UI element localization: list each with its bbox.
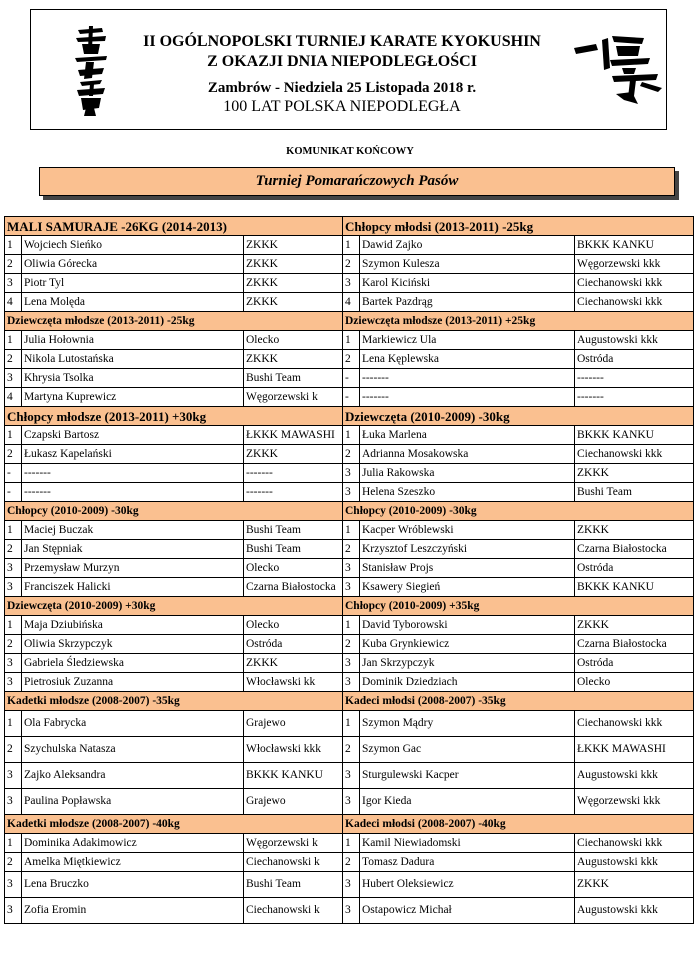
left-place-cell: 4 xyxy=(5,293,22,312)
left-place-cell: 3 xyxy=(5,789,22,815)
right-name-cell: Stanisław Projs xyxy=(360,559,575,578)
right-club-cell: ZKKK xyxy=(575,872,694,898)
result-row xyxy=(5,673,694,692)
tournament-subtitle: Z OKAZJI DNIA NIEPODLEGŁOŚCI xyxy=(207,53,477,70)
category-heading-right: Kadeci młodsi (2008-2007) -35kg xyxy=(343,692,694,711)
left-place-cell: 2 xyxy=(5,635,22,654)
right-place-cell: 1 xyxy=(343,331,360,350)
right-place-cell: 3 xyxy=(343,763,360,789)
left-name-cell: ------- xyxy=(22,483,244,502)
right-name-cell: Sturgulewski Kacper xyxy=(360,763,575,789)
right-club-cell: Ciechanowski kkk xyxy=(575,834,694,853)
right-place-cell: 3 xyxy=(343,898,360,924)
category-row xyxy=(5,502,694,521)
left-name-cell: Martyna Kuprewicz xyxy=(22,388,244,407)
right-club-cell: Augustowski kkk xyxy=(575,331,694,350)
left-club-cell: Węgorzewski k xyxy=(244,388,343,407)
right-club-cell: ZKKK xyxy=(575,616,694,635)
category-heading-right: Dziewczęta młodsze (2013-2011) +25kg xyxy=(343,312,694,331)
left-club-cell: Bushi Team xyxy=(244,521,343,540)
category-heading-left: Dziewczęta młodsze (2013-2011) -25kg xyxy=(5,312,343,331)
left-club-cell: ZKKK xyxy=(244,274,343,293)
right-place-cell: 1 xyxy=(343,616,360,635)
right-name-cell: Igor Kieda xyxy=(360,789,575,815)
right-place-cell: - xyxy=(343,369,360,388)
results-body xyxy=(5,217,694,924)
category-row xyxy=(5,692,694,711)
left-name-cell: Oliwia Górecka xyxy=(22,255,244,274)
left-place-cell: 3 xyxy=(5,578,22,597)
right-name-cell: Helena Szeszko xyxy=(360,483,575,502)
right-place-cell: 3 xyxy=(343,872,360,898)
left-place-cell: - xyxy=(5,483,22,502)
left-name-cell: Czapski Bartosz xyxy=(22,426,244,445)
left-place-cell: 2 xyxy=(5,445,22,464)
left-place-cell: 1 xyxy=(5,711,22,737)
right-name-cell: Tomasz Dadura xyxy=(360,853,575,872)
right-club-cell: BKKK KANKU xyxy=(575,236,694,255)
left-club-cell: ------- xyxy=(244,464,343,483)
left-name-cell: Piotr Tyl xyxy=(22,274,244,293)
left-name-cell: Lena Bruczko xyxy=(22,872,244,898)
left-name-cell: Khrysia Tsolka xyxy=(22,369,244,388)
right-club-cell: ZKKK xyxy=(575,521,694,540)
right-place-cell: 3 xyxy=(343,464,360,483)
right-place-cell: 1 xyxy=(343,834,360,853)
left-club-cell: Bushi Team xyxy=(244,872,343,898)
left-name-cell: Szychulska Natasza xyxy=(22,737,244,763)
category-heading-left: Chłopcy (2010-2009) -30kg xyxy=(5,502,343,521)
left-club-cell: Ciechanowski k xyxy=(244,853,343,872)
left-name-cell: Gabriela Śledziewska xyxy=(22,654,244,673)
left-place-cell: 2 xyxy=(5,853,22,872)
right-club-cell: Olecko xyxy=(575,673,694,692)
right-club-cell: Augustowski kkk xyxy=(575,763,694,789)
right-club-cell: Ciechanowski kkk xyxy=(575,445,694,464)
category-heading-right: Dziewczęta (2010-2009) -30kg xyxy=(343,407,694,426)
tournament-title: II OGÓLNOPOLSKI TURNIEJ KARATE KYOKUSHIN xyxy=(143,33,541,50)
left-place-cell: 1 xyxy=(5,521,22,540)
right-club-cell: Ostróda xyxy=(575,559,694,578)
left-club-cell: ZKKK xyxy=(244,293,343,312)
category-heading-left: Kadetki młodsze (2008-2007) -35kg xyxy=(5,692,343,711)
left-place-cell: 2 xyxy=(5,540,22,559)
right-place-cell: 4 xyxy=(343,293,360,312)
left-name-cell: Jan Stępniak xyxy=(22,540,244,559)
left-club-cell: ZKKK xyxy=(244,350,343,369)
left-club-cell: ŁKKK MAWASHI xyxy=(244,426,343,445)
right-name-cell: ------- xyxy=(360,388,575,407)
result-row xyxy=(5,293,694,312)
right-club-cell: ------- xyxy=(575,388,694,407)
right-place-cell: 2 xyxy=(343,853,360,872)
result-row xyxy=(5,426,694,445)
right-name-cell: Łuka Marlena xyxy=(360,426,575,445)
left-place-cell: 3 xyxy=(5,898,22,924)
category-heading-right: Chłopcy (2010-2009) -30kg xyxy=(343,502,694,521)
left-name-cell: Pietrosiuk Zuzanna xyxy=(22,673,244,692)
left-name-cell: Ola Fabrycka xyxy=(22,711,244,737)
left-place-cell: 2 xyxy=(5,737,22,763)
right-name-cell: Ksawery Siegień xyxy=(360,578,575,597)
left-place-cell: 3 xyxy=(5,763,22,789)
right-name-cell: Hubert Oleksiewicz xyxy=(360,872,575,898)
left-name-cell: Maciej Buczak xyxy=(22,521,244,540)
right-club-cell: ŁKKK MAWASHI xyxy=(575,737,694,763)
right-name-cell: Dominik Dziedziach xyxy=(360,673,575,692)
right-club-cell: Ostróda xyxy=(575,350,694,369)
result-row xyxy=(5,872,694,898)
left-club-cell: Bushi Team xyxy=(244,369,343,388)
left-club-cell: ZKKK xyxy=(244,445,343,464)
result-row xyxy=(5,578,694,597)
left-place-cell: - xyxy=(5,464,22,483)
left-place-cell: 3 xyxy=(5,559,22,578)
result-row xyxy=(5,616,694,635)
left-name-cell: Julia Hołownia xyxy=(22,331,244,350)
result-row xyxy=(5,853,694,872)
left-place-cell: 1 xyxy=(5,834,22,853)
left-place-cell: 3 xyxy=(5,673,22,692)
right-club-cell: BKKK KANKU xyxy=(575,426,694,445)
right-place-cell: 3 xyxy=(343,654,360,673)
left-name-cell: Lena Molęda xyxy=(22,293,244,312)
left-name-cell: Zofia Eromin xyxy=(22,898,244,924)
result-row xyxy=(5,350,694,369)
right-place-cell: 2 xyxy=(343,255,360,274)
right-name-cell: Kamil Niewiadomski xyxy=(360,834,575,853)
left-name-cell: Łukasz Kapelański xyxy=(22,445,244,464)
right-club-cell: Augustowski kkk xyxy=(575,853,694,872)
right-club-cell: Ciechanowski kkk xyxy=(575,274,694,293)
right-place-cell: 3 xyxy=(343,483,360,502)
left-club-cell: Olecko xyxy=(244,616,343,635)
result-row xyxy=(5,559,694,578)
left-name-cell: Dominika Adakimowicz xyxy=(22,834,244,853)
left-club-cell: BKKK KANKU xyxy=(244,763,343,789)
left-club-cell: Czarna Białostocka xyxy=(244,578,343,597)
right-name-cell: Ostapowicz Michał xyxy=(360,898,575,924)
right-place-cell: 1 xyxy=(343,426,360,445)
category-row xyxy=(5,312,694,331)
left-club-cell: Grajewo xyxy=(244,789,343,815)
right-place-cell: 3 xyxy=(343,673,360,692)
left-name-cell: Maja Dziubińska xyxy=(22,616,244,635)
left-club-cell: Włocławski kkk xyxy=(244,737,343,763)
right-club-cell: Węgorzewski kkk xyxy=(575,255,694,274)
right-place-cell: 3 xyxy=(343,578,360,597)
right-name-cell: Lena Kęplewska xyxy=(360,350,575,369)
result-row xyxy=(5,834,694,853)
result-row xyxy=(5,464,694,483)
right-place-cell: 2 xyxy=(343,350,360,369)
category-heading-left: Dziewczęta (2010-2009) +30kg xyxy=(5,597,343,616)
result-row xyxy=(5,331,694,350)
category-heading-right: Chłopcy młodsi (2013-2011) -25kg xyxy=(343,217,694,236)
left-club-cell: Olecko xyxy=(244,559,343,578)
result-row xyxy=(5,483,694,502)
left-place-cell: 2 xyxy=(5,255,22,274)
category-row xyxy=(5,407,694,426)
left-place-cell: 4 xyxy=(5,388,22,407)
communique-heading: KOMUNIKAT KOŃCOWY xyxy=(286,146,414,157)
left-name-cell: Wojciech Sieńko xyxy=(22,236,244,255)
right-name-cell: ------- xyxy=(360,369,575,388)
right-club-cell: Ciechanowski kkk xyxy=(575,293,694,312)
right-place-cell: 3 xyxy=(343,559,360,578)
result-row xyxy=(5,540,694,559)
left-name-cell: Amelka Miętkiewicz xyxy=(22,853,244,872)
result-row xyxy=(5,635,694,654)
category-heading-left: Kadetki młodsze (2008-2007) -40kg xyxy=(5,815,343,834)
left-club-cell: Grajewo xyxy=(244,711,343,737)
right-place-cell: 2 xyxy=(343,635,360,654)
category-row xyxy=(5,815,694,834)
left-place-cell: 3 xyxy=(5,654,22,673)
left-place-cell: 1 xyxy=(5,331,22,350)
right-name-cell: David Tyborowski xyxy=(360,616,575,635)
right-name-cell: Bartek Pazdrąg xyxy=(360,293,575,312)
right-club-cell: Ostróda xyxy=(575,654,694,673)
left-name-cell: Paulina Popławska xyxy=(22,789,244,815)
result-row xyxy=(5,369,694,388)
left-club-cell: ZKKK xyxy=(244,236,343,255)
left-club-cell: Bushi Team xyxy=(244,540,343,559)
anniversary-line: 100 LAT POLSKA NIEPODLEGŁA xyxy=(223,98,461,115)
right-club-cell: ------- xyxy=(575,369,694,388)
result-row xyxy=(5,274,694,293)
right-name-cell: Jan Skrzypczyk xyxy=(360,654,575,673)
left-place-cell: 2 xyxy=(5,350,22,369)
category-row xyxy=(5,597,694,616)
section-banner: Turniej Pomarańczowych Pasów xyxy=(39,167,675,196)
category-heading-right: Kadeci młodsi (2008-2007) -40kg xyxy=(343,815,694,834)
left-club-cell: Włocławski kk xyxy=(244,673,343,692)
right-name-cell: Krzysztof Leszczyński xyxy=(360,540,575,559)
calligraphy-logo-left xyxy=(72,24,110,116)
left-place-cell: 3 xyxy=(5,872,22,898)
right-place-cell: 3 xyxy=(343,789,360,815)
right-club-cell: Czarna Białostocka xyxy=(575,540,694,559)
category-row xyxy=(5,217,694,236)
right-name-cell: Karol Kiciński xyxy=(360,274,575,293)
right-name-cell: Szymon Mądry xyxy=(360,711,575,737)
left-place-cell: 1 xyxy=(5,236,22,255)
right-name-cell: Julia Rakowska xyxy=(360,464,575,483)
right-club-cell: Augustowski kkk xyxy=(575,898,694,924)
calligraphy-logo-right xyxy=(572,34,664,106)
left-club-cell: Ostróda xyxy=(244,635,343,654)
right-name-cell: Kuba Grynkiewicz xyxy=(360,635,575,654)
left-place-cell: 3 xyxy=(5,369,22,388)
left-place-cell: 1 xyxy=(5,426,22,445)
right-club-cell: Węgorzewski kkk xyxy=(575,789,694,815)
right-name-cell: Markiewicz Ula xyxy=(360,331,575,350)
right-club-cell: Bushi Team xyxy=(575,483,694,502)
left-name-cell: Nikola Lutostańska xyxy=(22,350,244,369)
result-row xyxy=(5,388,694,407)
results-table xyxy=(4,216,694,924)
result-row xyxy=(5,654,694,673)
left-name-cell: Przemysław Murzyn xyxy=(22,559,244,578)
result-row xyxy=(5,521,694,540)
left-club-cell: ------- xyxy=(244,483,343,502)
right-name-cell: Dawid Zajko xyxy=(360,236,575,255)
result-row xyxy=(5,789,694,815)
result-row xyxy=(5,445,694,464)
right-club-cell: BKKK KANKU xyxy=(575,578,694,597)
right-name-cell: Adrianna Mosakowska xyxy=(360,445,575,464)
left-club-cell: Ciechanowski k xyxy=(244,898,343,924)
left-name-cell: ------- xyxy=(22,464,244,483)
category-heading-right: Chłopcy (2010-2009) +35kg xyxy=(343,597,694,616)
right-name-cell: Szymon Kulesza xyxy=(360,255,575,274)
right-place-cell: 1 xyxy=(343,236,360,255)
event-date-location: Zambrów - Niedziela 25 Listopada 2018 r. xyxy=(207,80,477,96)
category-heading-left: MALI SAMURAJE -26KG (2014-2013) xyxy=(5,217,343,236)
left-club-cell: ZKKK xyxy=(244,654,343,673)
left-place-cell: 3 xyxy=(5,274,22,293)
result-row xyxy=(5,255,694,274)
right-name-cell: Kacper Wróblewski xyxy=(360,521,575,540)
left-place-cell: 1 xyxy=(5,616,22,635)
left-name-cell: Franciszek Halicki xyxy=(22,578,244,597)
right-place-cell: - xyxy=(343,388,360,407)
right-place-cell: 1 xyxy=(343,521,360,540)
right-club-cell: ZKKK xyxy=(575,464,694,483)
right-name-cell: Szymon Gac xyxy=(360,737,575,763)
left-name-cell: Oliwia Skrzypczyk xyxy=(22,635,244,654)
right-place-cell: 2 xyxy=(343,540,360,559)
category-heading-left: Chłopcy młodsze (2013-2011) +30kg xyxy=(5,407,343,426)
right-place-cell: 2 xyxy=(343,737,360,763)
result-row xyxy=(5,236,694,255)
right-club-cell: Ciechanowski kkk xyxy=(575,711,694,737)
result-row xyxy=(5,763,694,789)
left-club-cell: Węgorzewski k xyxy=(244,834,343,853)
left-club-cell: ZKKK xyxy=(244,255,343,274)
left-club-cell: Olecko xyxy=(244,331,343,350)
left-name-cell: Zajko Aleksandra xyxy=(22,763,244,789)
right-place-cell: 3 xyxy=(343,274,360,293)
result-row xyxy=(5,737,694,763)
right-place-cell: 2 xyxy=(343,445,360,464)
right-club-cell: Czarna Białostocka xyxy=(575,635,694,654)
result-row xyxy=(5,711,694,737)
right-place-cell: 1 xyxy=(343,711,360,737)
result-row xyxy=(5,898,694,924)
